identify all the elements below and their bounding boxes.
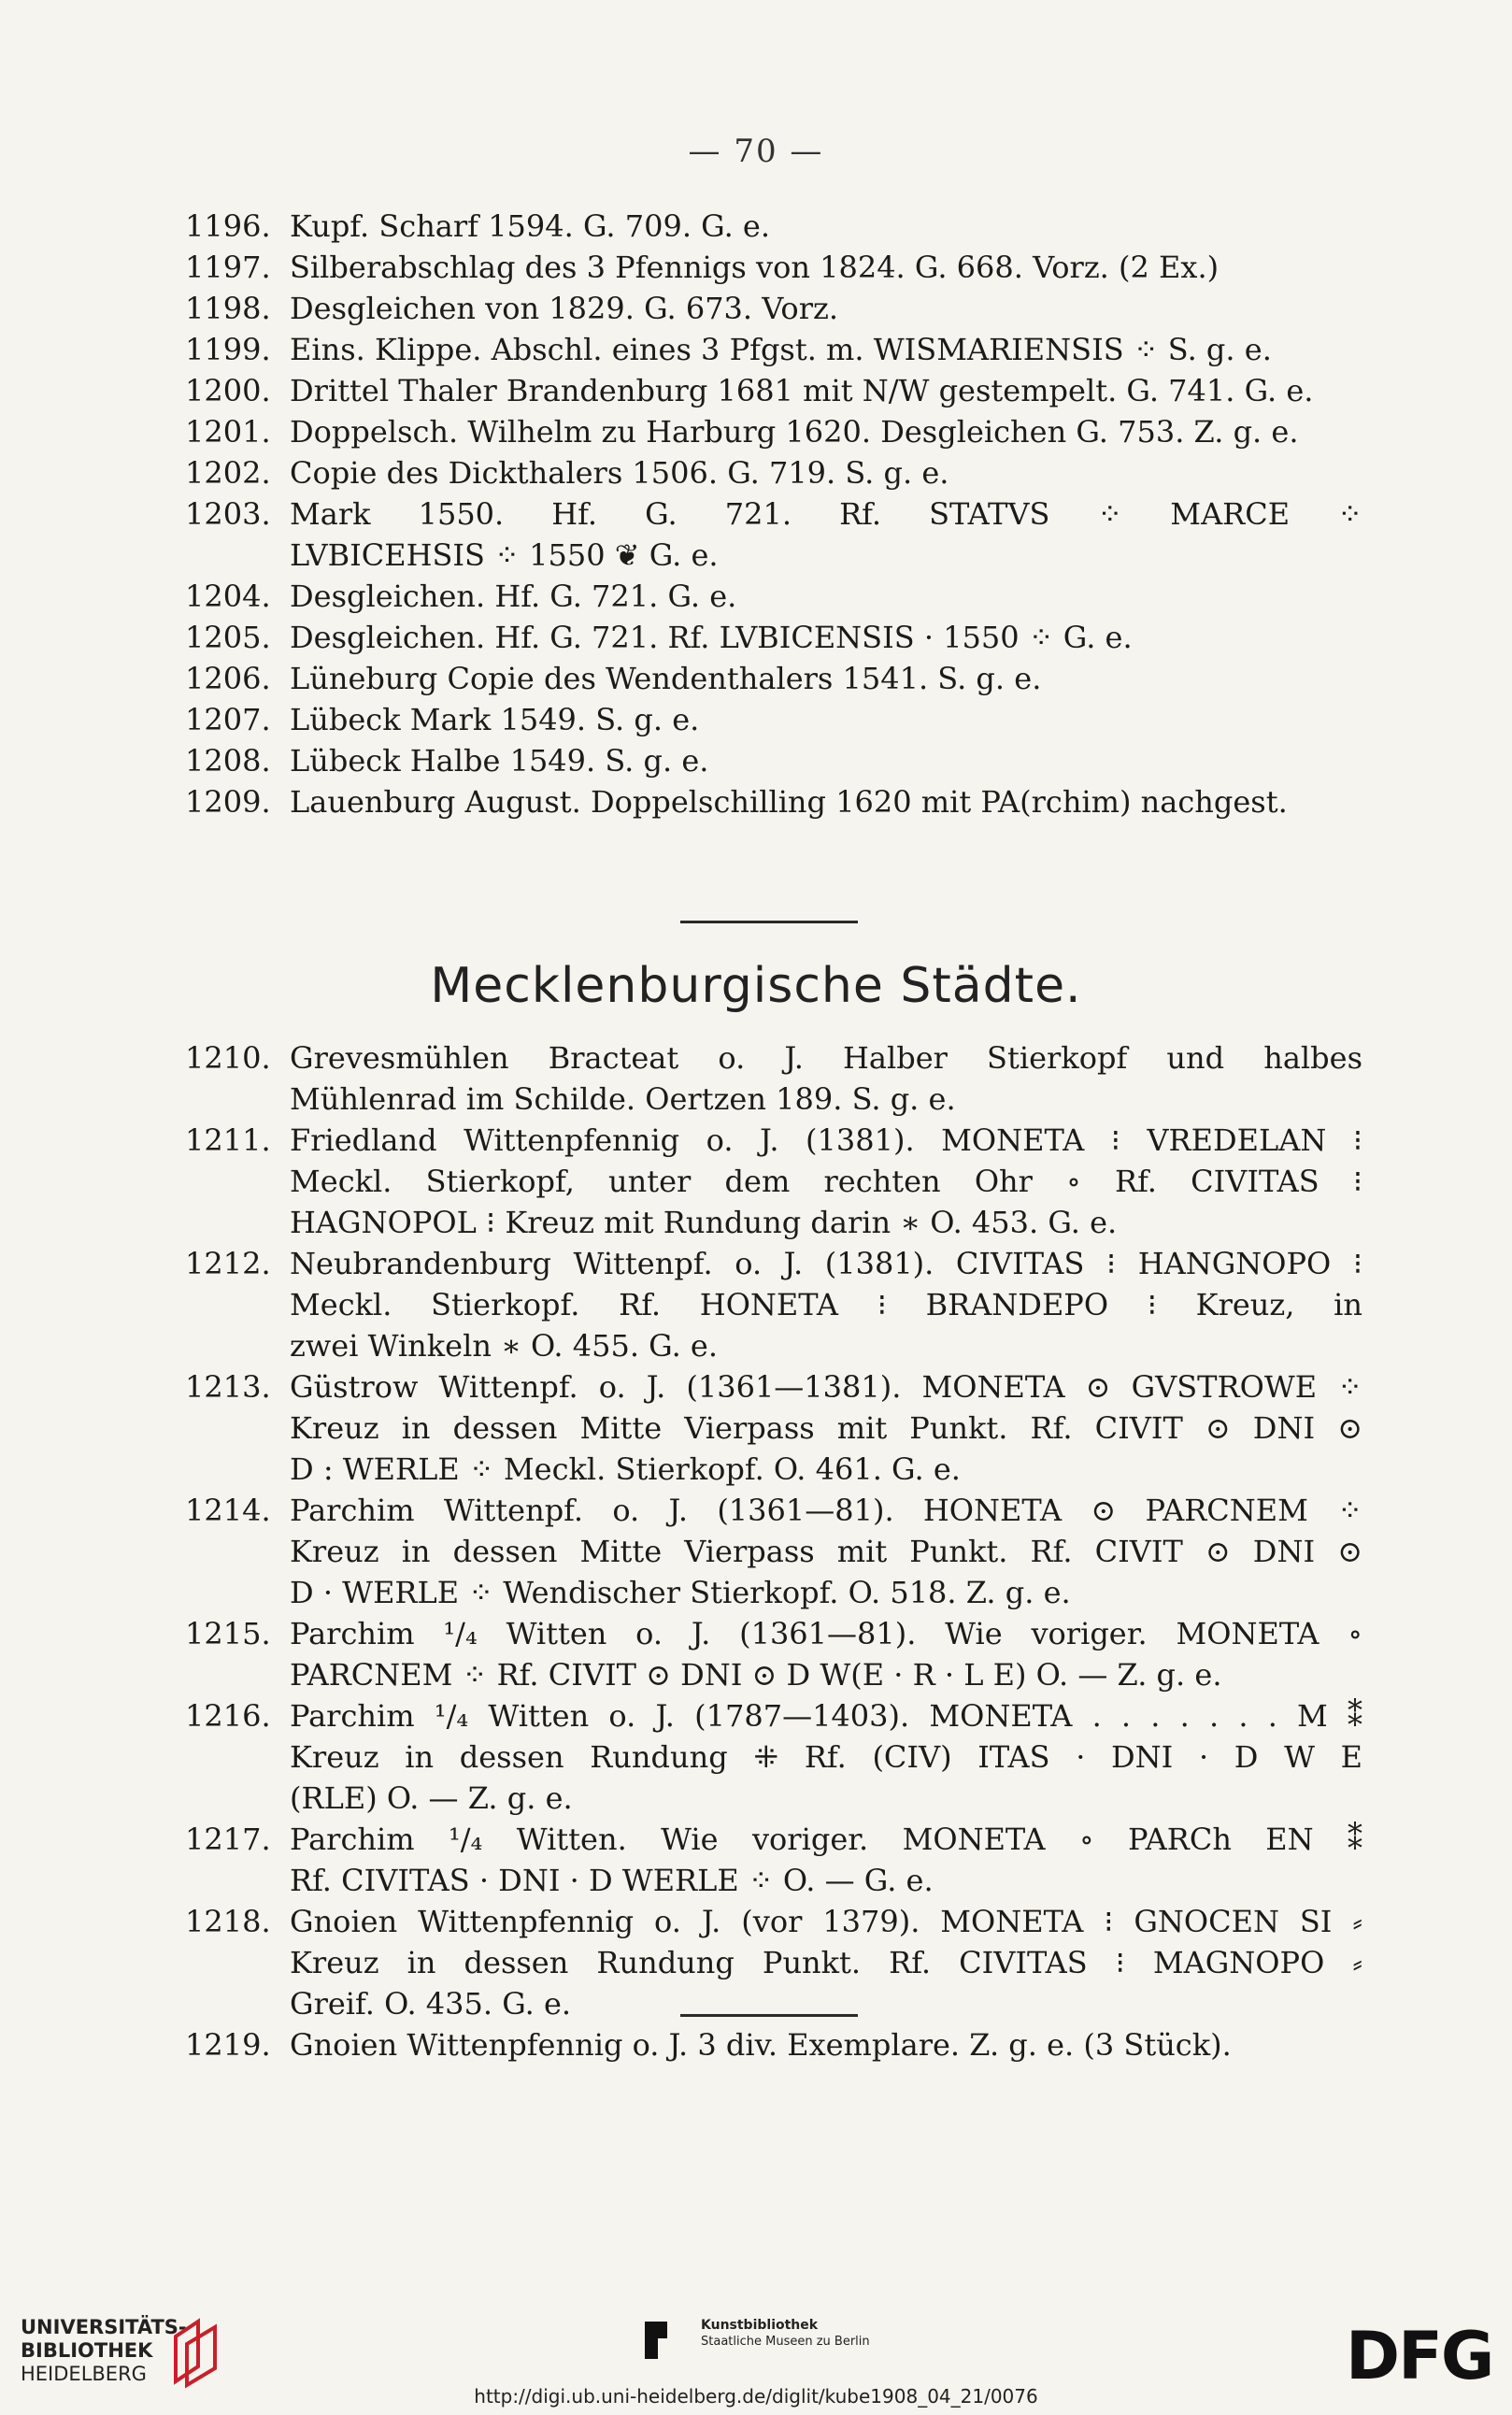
entry-line: PARCNEM ⁘ Rf. CIVIT ⊙ DNI ⊙ D W(E · R · L E) O. — Z. g. e. <box>290 1657 1222 1693</box>
entry-number: 1217. <box>185 1822 271 1857</box>
logo-line: BIBLIOTHEK <box>21 2339 153 2362</box>
entry-line: Kreuz in dessen Rundung Punkt. Rf. CIVITAS ⁝ MAGNOPO ⸗ <box>290 1945 1362 1980</box>
entry-line: Friedland Wittenpfennig o. J. (1381). MONETA ⁝ VREDELAN ⁝ <box>290 1122 1362 1158</box>
entry-number: 1216. <box>185 1698 271 1734</box>
catalog-entry <box>185 452 1362 493</box>
entry-text <box>290 699 1362 740</box>
entry-line: Desgleichen. Hf. G. 721. Rf. LVBICENSIS · 1550 ⁘ G. e. <box>290 620 1133 655</box>
entry-text <box>290 288 1362 329</box>
page-number: — 70 — <box>688 133 824 170</box>
catalog-entry <box>185 206 1362 247</box>
entry-text <box>290 740 1362 781</box>
entry-line: Doppelsch. Wilhelm zu Harburg 1620. Desgleichen G. 753. Z. g. e. <box>290 414 1299 450</box>
entry-text <box>290 1037 1362 1120</box>
entry-line: Parchim ¹/₄ Witten o. J. (1787—1403). MONETA . . . . . . . M ⁑ <box>290 1698 1362 1734</box>
entry-line: Kupf. Scharf 1594. G. 709. G. e. <box>290 208 771 244</box>
entry-line: Güstrow Wittenpf. o. J. (1361—1381). MONETA ⊙ GVSTROWE ⁘ <box>290 1369 1362 1405</box>
entry-number: 1205. <box>185 620 271 655</box>
catalog-entry <box>185 493 1362 576</box>
entry-text <box>290 1243 1362 1366</box>
entry-number: 1210. <box>185 1040 271 1076</box>
entry-line: Parchim ¹/₄ Witten o. J. (1361—81). Wie voriger. MONETA ∘ <box>290 1616 1362 1651</box>
catalog-entry <box>185 1613 1362 1695</box>
catalog-entry <box>185 1243 1362 1366</box>
catalog-entry <box>185 699 1362 740</box>
entry-line: Eins. Klippe. Abschl. eines 3 Pfgst. m. WISMARIENSIS ⁘ S. g. e. <box>290 332 1272 367</box>
entry-number: 1198. <box>185 291 271 326</box>
entry-line: Kreuz in dessen Rundung ⁜ Rf. (CIV) ITAS · DNI · D W E <box>290 1739 1362 1775</box>
entry-line: Kreuz in dessen Mitte Vierpass mit Punkt. Rf. CIVIT ⊙ DNI ⊙ <box>290 1534 1362 1569</box>
entry-number: 1203. <box>185 496 271 532</box>
entry-text <box>290 1901 1362 2024</box>
catalog-entry <box>185 576 1362 617</box>
entry-line: Meckl. Stierkopf. Rf. HONETA ⁝ BRANDEPO ⁝ Kreuz, in <box>290 1287 1362 1322</box>
entry-text <box>290 329 1362 370</box>
entry-line: Silberabschlag des 3 Pfennigs von 1824. G. 668. Vorz. (2 Ex.) <box>290 250 1220 285</box>
catalog-entry <box>185 329 1362 370</box>
catalog-entry <box>185 740 1362 781</box>
entry-number: 1197. <box>185 250 271 285</box>
catalog-entry <box>185 1819 1362 1901</box>
entry-line: Desgleichen. Hf. G. 721. G. e. <box>290 579 737 614</box>
entry-text <box>290 1120 1362 1243</box>
entry-text <box>290 1490 1362 1613</box>
catalog-entry <box>185 1366 1362 1490</box>
catalog-entry <box>185 247 1362 288</box>
entry-line: Mühlenrad im Schilde. Oertzen 189. S. g. e. <box>290 1081 956 1117</box>
catalog-entry <box>185 1695 1362 1819</box>
entry-line: Mark 1550. Hf. G. 721. Rf. STATVS ⁘ MARCE ⁘ <box>290 496 1362 532</box>
entry-number: 1208. <box>185 743 271 779</box>
entry-line: Desgleichen von 1829. G. 673. Vorz. <box>290 291 839 326</box>
entry-number: 1218. <box>185 1904 271 1939</box>
catalog-entry <box>185 1490 1362 1613</box>
entry-line: D · WERLE ⁘ Wendischer Stierkopf. O. 518. Z. g. e. <box>290 1575 1071 1610</box>
catalog-entry <box>185 370 1362 411</box>
entry-line: Kreuz in dessen Mitte Vierpass mit Punkt. Rf. CIVIT ⊙ DNI ⊙ <box>290 1410 1362 1446</box>
entry-number: 1211. <box>185 1122 271 1158</box>
entry-text <box>290 1695 1362 1819</box>
catalog-entry <box>185 617 1362 658</box>
entry-text <box>290 370 1362 411</box>
entry-number: 1215. <box>185 1616 271 1651</box>
entry-line: Lauenburg August. Doppelschilling 1620 mit PA(rchim) nachgest. <box>290 784 1288 820</box>
kb-subtitle: Staatliche Museen zu Berlin <box>701 2335 870 2349</box>
dfg-logo[interactable]: DFG <box>1346 2318 1493 2394</box>
entry-number: 1214. <box>185 1493 271 1528</box>
entry-line: Gnoien Wittenpfennig o. J. (vor 1379). MONETA ⁝ GNOCEN SI ⸗ <box>290 1904 1362 1939</box>
entry-number: 1199. <box>185 332 271 367</box>
entry-line: zwei Winkeln ∗ O. 455. G. e. <box>290 1328 719 1364</box>
entry-number: 1206. <box>185 661 271 696</box>
catalog-entry <box>185 1037 1362 1120</box>
entry-number: 1213. <box>185 1369 271 1405</box>
library-emblem-icon <box>168 2316 224 2391</box>
kb-name: Kunstbibliothek <box>701 2318 819 2333</box>
catalog-entry <box>185 1120 1362 1243</box>
catalog-entry <box>185 1901 1362 2024</box>
entry-number: 1209. <box>185 784 271 820</box>
entry-line: Grevesmühlen Bracteat o. J. Halber Stierkopf und halbes <box>290 1040 1362 1076</box>
entry-line: Rf. CIVITAS · DNI · D WERLE ⁘ O. — G. e. <box>290 1863 934 1898</box>
entry-text <box>290 206 1362 247</box>
entry-text <box>290 1366 1362 1490</box>
separator-rule-end <box>680 2014 858 2017</box>
entry-line: Parchim Wittenpf. o. J. (1361—81). HONETA ⊙ PARCNEM ⁘ <box>290 1493 1362 1528</box>
entry-text <box>290 617 1362 658</box>
entry-text <box>290 1613 1362 1695</box>
entry-list-bottom <box>185 1037 1362 2065</box>
entry-number: 1204. <box>185 579 271 614</box>
entry-line: Drittel Thaler Brandenburg 1681 mit N/W gestempelt. G. 741. G. e. <box>290 373 1314 408</box>
page-url-link[interactable]: http://digi.ub.uni-heidelberg.de/diglit/kube1908_04_21/0076 <box>474 2385 1038 2408</box>
kb-emblem-icon <box>645 2322 667 2359</box>
entry-text <box>290 493 1362 576</box>
footer <box>0 2299 1512 2415</box>
entry-number: 1212. <box>185 1246 271 1281</box>
entry-line: HAGNOPOL ⁝ Kreuz mit Rundung darin ∗ O. 453. G. e. <box>290 1205 1118 1240</box>
entry-text <box>290 452 1362 493</box>
entry-number: 1201. <box>185 414 271 450</box>
entry-text <box>290 781 1362 822</box>
entry-number: 1196. <box>185 208 271 244</box>
entry-line: Lüneburg Copie des Wendenthalers 1541. S. g. e. <box>290 661 1042 696</box>
catalog-entry <box>185 781 1362 822</box>
entry-number: 1219. <box>185 2027 271 2063</box>
entry-line: Meckl. Stierkopf, unter dem rechten Ohr ∘ Rf. CIVITAS ⁝ <box>290 1164 1362 1199</box>
catalog-entry <box>185 288 1362 329</box>
entry-text <box>290 1819 1362 1901</box>
entry-number: 1200. <box>185 373 271 408</box>
entry-line: Greif. O. 435. G. e. <box>290 1986 572 2022</box>
entry-text <box>290 658 1362 699</box>
catalog-entry <box>185 658 1362 699</box>
entry-line: Gnoien Wittenpfennig o. J. 3 div. Exemplare. Z. g. e. (3 Stück). <box>290 2027 1232 2063</box>
entry-line: (RLE) O. — Z. g. e. <box>290 1780 573 1816</box>
section-title: Mecklenburgische Städte. <box>430 958 1082 1014</box>
entry-text <box>290 411 1362 452</box>
catalog-entry <box>185 411 1362 452</box>
entry-line: D : WERLE ⁘ Meckl. Stierkopf. O. 461. G. e. <box>290 1451 961 1487</box>
logo-line: UNIVERSITÄTS- <box>21 2316 187 2338</box>
entry-line: Copie des Dickthalers 1506. G. 719. S. g. e. <box>290 455 949 491</box>
entry-text <box>290 247 1362 288</box>
entry-number: 1202. <box>185 455 271 491</box>
entry-line: Neubrandenburg Wittenpf. o. J. (1381). CIVITAS ⁝ HANGNOPO ⁝ <box>290 1246 1362 1281</box>
entry-text <box>290 576 1362 617</box>
logo-line: HEIDELBERG <box>21 2363 147 2385</box>
entry-list-top <box>185 206 1362 822</box>
entry-line: Parchim ¹/₄ Witten. Wie voriger. MONETA ∘ PARCh EN ⁑ <box>290 1822 1362 1857</box>
entry-line: Lübeck Mark 1549. S. g. e. <box>290 702 700 737</box>
catalog-entry <box>185 2024 1362 2065</box>
entry-text <box>290 2024 1362 2065</box>
separator-rule <box>680 921 858 923</box>
entry-line: LVBICEHSIS ⁘ 1550 ❦ G. e. <box>290 537 719 573</box>
entry-line: Lübeck Halbe 1549. S. g. e. <box>290 743 709 779</box>
entry-number: 1207. <box>185 702 271 737</box>
